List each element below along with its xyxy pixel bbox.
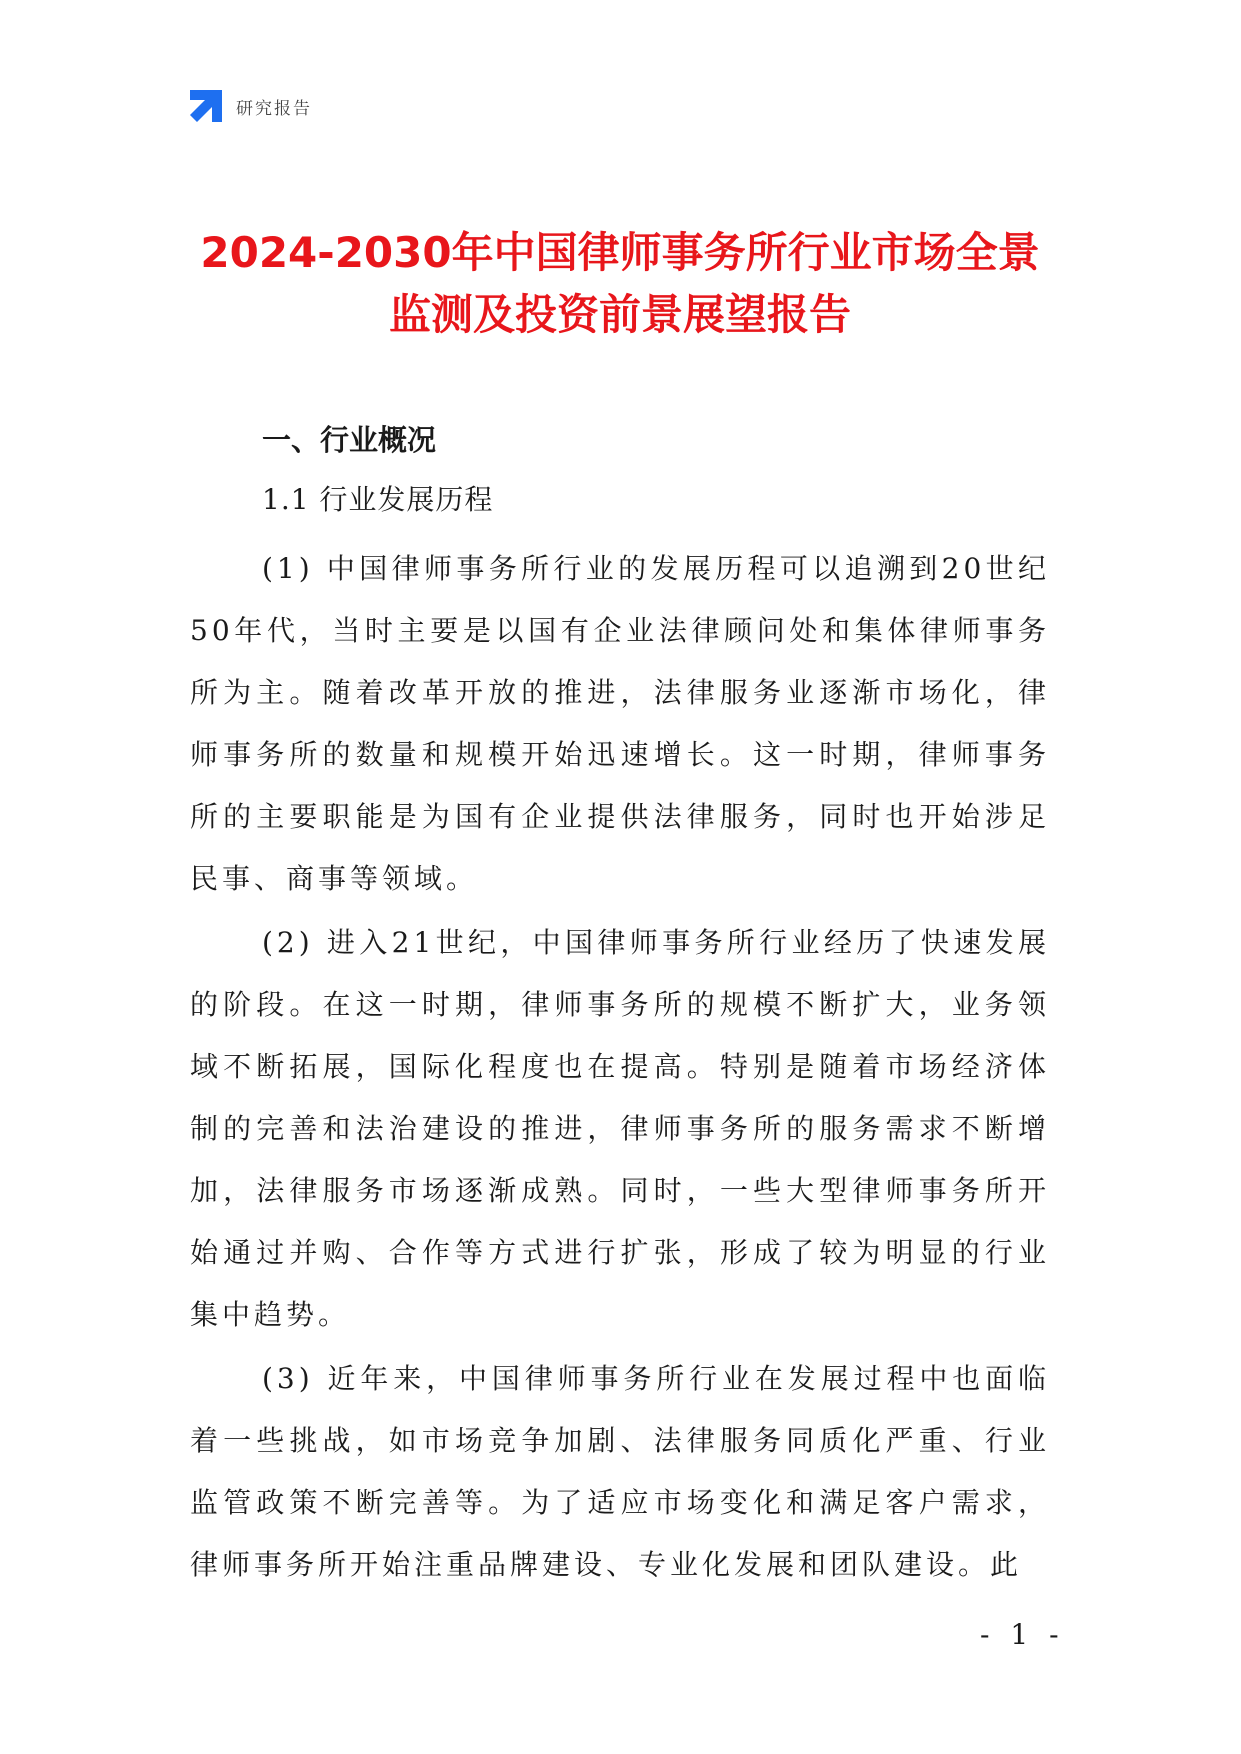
arrow-logo-icon xyxy=(190,90,222,122)
section-subheading: 1.1 行业发展历程 xyxy=(262,483,494,516)
report-title-line-2: 监测及投资前景展望报告 xyxy=(388,290,851,339)
report-header xyxy=(190,88,312,124)
section-heading: 一、行业概况 xyxy=(262,423,437,457)
page-number: - 1 - xyxy=(980,1618,1065,1651)
paragraph-3: (3) 近年来，中国律师事务所行业在发展过程中也面临着一些挑战，如市场竞争加剧、法律服务同质化严重、行业监管政策不断完善等。为了适应市场变化和满足客户需求，律师事务所开始注重品牌建设、专业化发展和团队建设。此 xyxy=(190,1362,1050,1581)
report-body xyxy=(190,418,1050,1598)
paragraph-2: (2) 进入21世纪，中国律师事务所行业经历了快速发展的阶段。在这一时期，律师事务所的规模不断扩大，业务领域不断拓展，国际化程度也在提高。特别是随着市场经济体制的完善和法治建设的推进，律师事务所的服务需求不断增加，法律服务市场逐渐成熟。同时，一些大型律师事务所开始通过并购、合作等方式进行扩张，形成了较为明显的行业集中趋势。 xyxy=(190,926,1050,1331)
paragraph-1: (1) 中国律师事务所行业的发展历程可以追溯到20世纪50年代，当时主要是以国有企业法律顾问处和集体律师事务所为主。随着改革开放的推进，法律服务业逐渐市场化，律师事务所的数量和规模开始迅速增长。这一时期，律师事务所的主要职能是为国有企业提供法律服务，同时也开始涉足民事、商事等领域。 xyxy=(190,552,1050,895)
report-title xyxy=(170,222,1070,346)
header-label: 研究报告 xyxy=(236,98,312,119)
report-title-line-1: 2024-2030年中国律师事务所行业市场全景 xyxy=(200,228,1040,277)
